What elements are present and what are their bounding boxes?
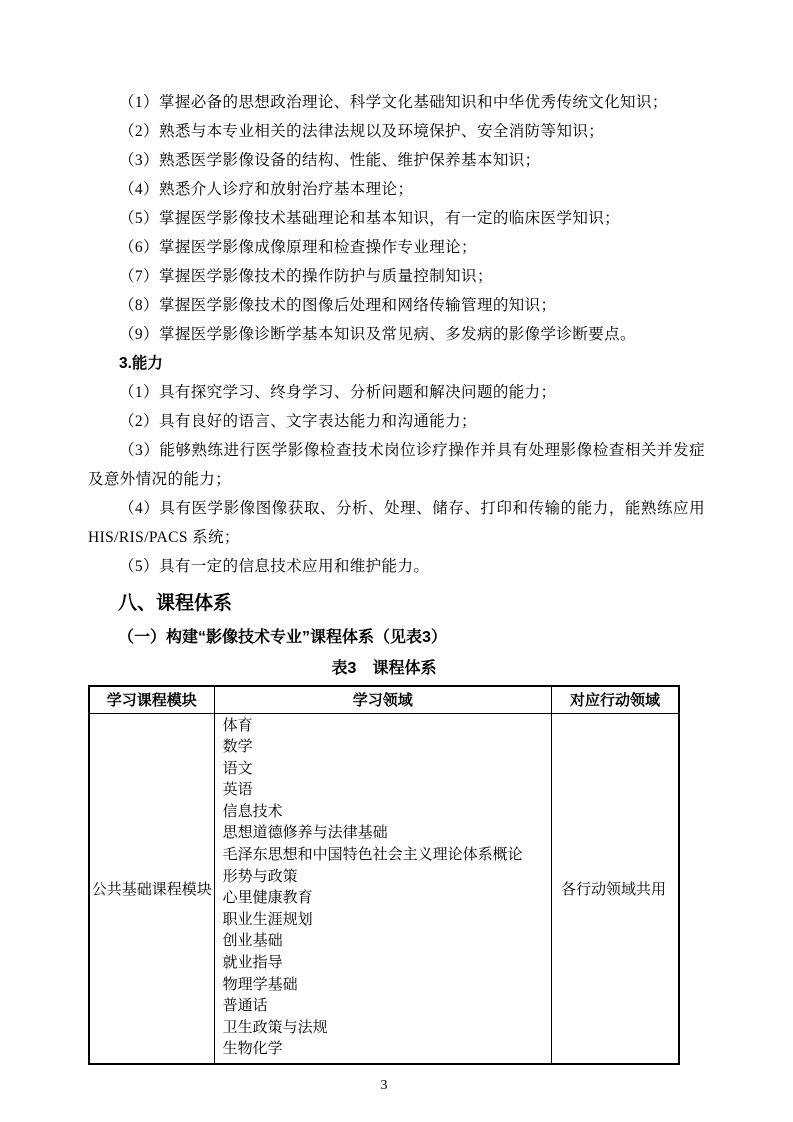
knowledge-item: （1）掌握必备的思想政治理论、科学文化基础知识和中华优秀传统文化知识；: [119, 94, 668, 111]
knowledge-item: （2）熟悉与本专业相关的法律法规以及环境保护、安全消防等知识；: [119, 123, 605, 140]
knowledge-item: （5）掌握医学影像技术基础理论和基本知识，有一定的临床医学知识；: [119, 210, 621, 227]
knowledge-item: （8）掌握医学影像技术的图像后处理和网络传输管理的知识；: [119, 297, 557, 314]
learning-area: 心里健康教育: [222, 890, 313, 907]
learning-area: 生物化学: [222, 1041, 283, 1058]
knowledge-item: （9）掌握医学影像诊断学基本知识及常见病、多发病的影像学诊断要点。: [119, 326, 636, 343]
column-header-action-areas: 对应行动领域: [552, 686, 679, 713]
subsection-heading: （一）构建“影像技术专业”课程体系（见表3）: [118, 629, 447, 646]
learning-area: 英语: [222, 782, 253, 799]
learning-area: 创业基础: [222, 933, 283, 950]
learning-area: 毛泽东思想和中国特色社会主义理论体系概论: [222, 847, 523, 864]
knowledge-item: （7）掌握医学影像技术的操作防护与质量控制知识；: [119, 268, 493, 285]
page-number: 3: [380, 1078, 388, 1093]
learning-areas-cell: [214, 713, 551, 1064]
learning-area: 数学: [222, 739, 253, 756]
learning-area: 语文: [222, 760, 253, 777]
table-caption: 表3 课程体系: [331, 660, 437, 677]
learning-area: 卫生政策与法规: [222, 1019, 328, 1036]
knowledge-item: （3）熟悉医学影像设备的结构、性能、维护保养基本知识；: [119, 152, 541, 169]
ability-item: （2）具有良好的语言、文字表达能力和沟通能力；: [119, 413, 477, 430]
learning-area: 思想道德修养与法律基础: [222, 825, 388, 842]
learning-area: 就业指导: [222, 955, 283, 972]
column-header-module: 学习课程模块: [89, 686, 214, 713]
learning-area: 普通话: [222, 998, 268, 1015]
ability-item: （4）具有医学影像图像获取、分析、处理、储存、打印和传输的能力，能熟练应用 HIS/RIS/PACS 系统；: [88, 500, 705, 546]
ability-item: （1）具有探究学习、终身学习、分析问题和解决问题的能力；: [119, 384, 557, 401]
knowledge-item: （6）掌握医学影像成像原理和检查操作专业理论；: [119, 239, 477, 256]
section-heading: 八、课程体系: [118, 593, 233, 614]
knowledge-item: （4）熟悉介人诊疗和放射治疗基本理论；: [119, 181, 414, 198]
learning-area: 职业生涯规划: [222, 911, 313, 928]
learning-area: 信息技术: [222, 803, 283, 820]
learning-area: 物理学基础: [222, 976, 298, 993]
column-header-learning-areas: 学习领域: [214, 686, 551, 713]
ability-item: （3）能够熟练进行医学影像检查技术岗位诊疗操作并具有处理影像检查相关并发症及意外情况的能力；: [88, 442, 705, 488]
learning-area: 体育: [222, 717, 253, 734]
module-cell: 公共基础课程模块: [89, 713, 214, 1064]
ability-heading: 3.能力: [119, 355, 163, 372]
action-area-cell: 各行动领域共用: [552, 713, 679, 1064]
learning-area: 形势与政策: [222, 868, 298, 885]
table-row: [89, 713, 679, 1064]
table-header-row: [89, 686, 679, 713]
ability-item: （5）具有一定的信息技术应用和维护能力。: [119, 558, 430, 575]
course-system-table: [88, 685, 680, 1065]
